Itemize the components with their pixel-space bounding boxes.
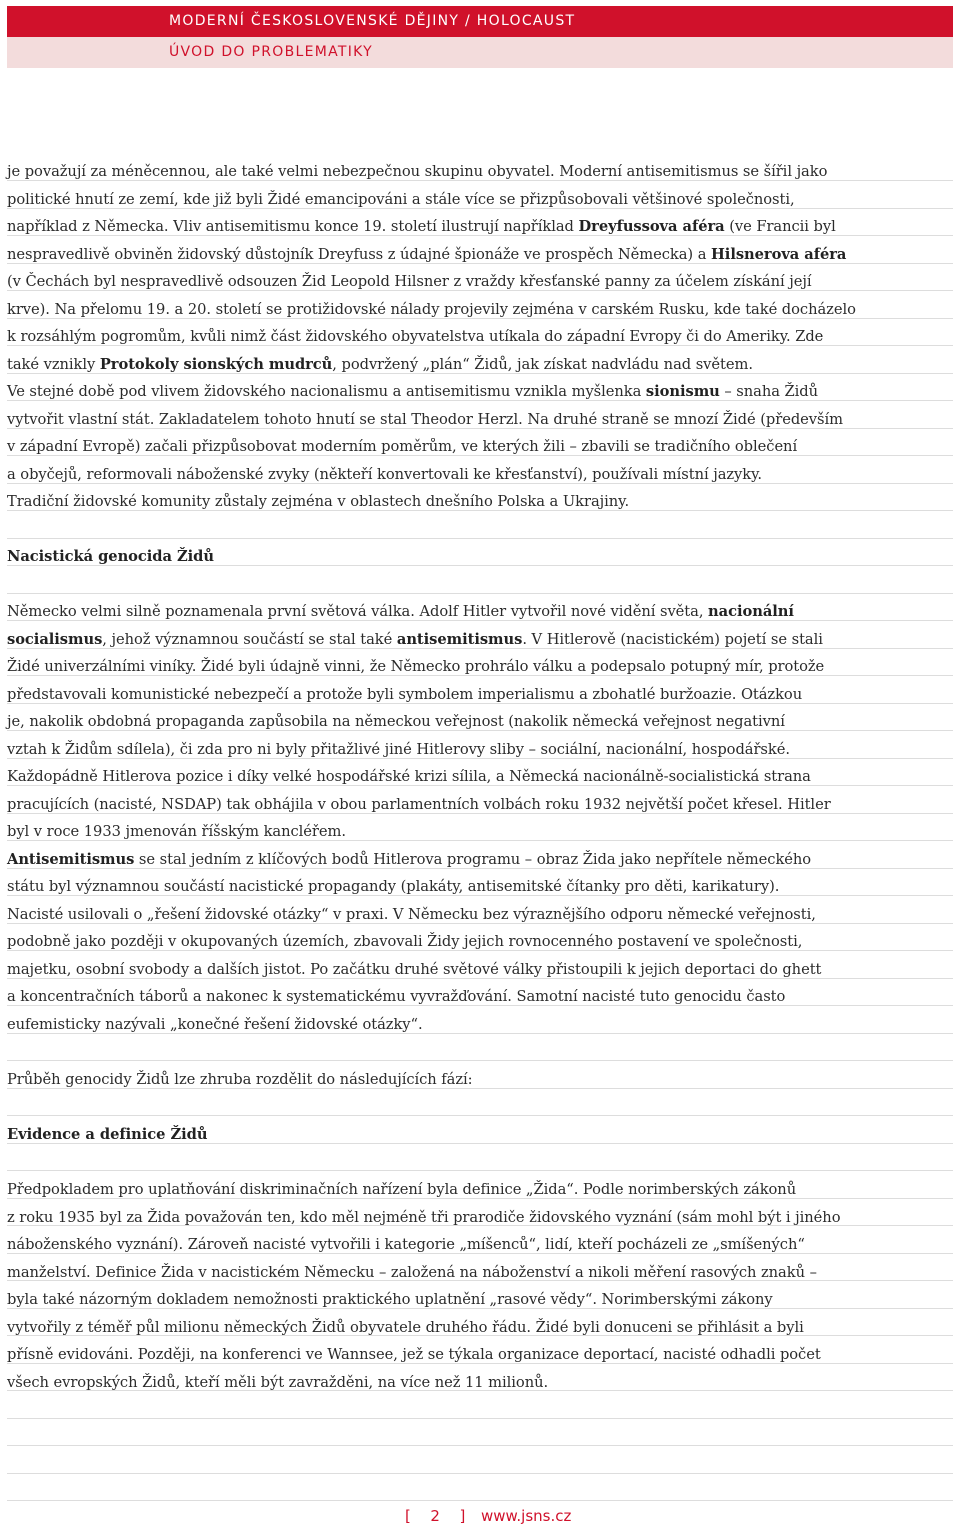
text-line bbox=[7, 598, 951, 625]
text-line bbox=[7, 846, 951, 873]
text-line bbox=[7, 351, 951, 378]
text-line bbox=[7, 763, 951, 790]
ruled-line bbox=[7, 538, 953, 539]
text-run: všech evropských Židů, kteří měli být zavražděni, na více než 11 milionů. bbox=[7, 1374, 549, 1391]
text-run: a koncentračních táborů a nakonec k systematickému vyvražďování. Samotní nacisté tuto genocidu často bbox=[7, 988, 786, 1005]
text-run: náboženského vyznání). Zároveň nacisté vytvořili i kategorie „míšenců“, lidí, kteří pocházeli ze „smíšených“ bbox=[7, 1236, 805, 1253]
text-line bbox=[7, 1341, 951, 1368]
text-line bbox=[7, 791, 951, 818]
text-run: vytvořily z téměř půl milionu německých Židů obyvatele druhého řádu. Židé byli donuceni se přihlásit a byli bbox=[7, 1319, 804, 1336]
ruled-line bbox=[7, 1445, 953, 1446]
text-line bbox=[7, 1369, 951, 1396]
ruled-line bbox=[7, 1418, 953, 1419]
text-run: podobně jako později v okupovaných územích, zbavovali Židy jejich rovnocenného postavení ve společnosti, bbox=[7, 933, 803, 950]
text-run: – snaha Židů bbox=[719, 383, 819, 400]
text-run: z roku 1935 byl za Žida považován ten, kdo měl nejméně tři prarodiče židovského vyznání (sám mohl být i jiného bbox=[7, 1209, 841, 1226]
text-line bbox=[7, 626, 951, 653]
ruled-line bbox=[7, 1473, 953, 1474]
bold-term: Hilsnerova aféra bbox=[711, 246, 847, 263]
text-run: , podvržený „plán“ Židů, jak získat nadvládu nad světem. bbox=[332, 356, 753, 373]
text-run: například z Německa. Vliv antisemitismu konce 19. století ilustrují například bbox=[7, 218, 579, 235]
text-run: státu byl významnou součástí nacistické propagandy (plakáty, antisemitské čítanky pro děti, karikatury). bbox=[7, 878, 780, 895]
text-run: představovali komunistické nebezpečí a protože byli symbolem imperialismu a zbohatlé buržoazie. Otázkou bbox=[7, 686, 803, 703]
text-line bbox=[7, 818, 951, 845]
text-line bbox=[7, 488, 951, 515]
page-header bbox=[7, 6, 953, 68]
ruled-line bbox=[7, 1500, 953, 1501]
text-line bbox=[7, 213, 951, 240]
text-run: byl v roce 1933 jmenován říšským kancléřem. bbox=[7, 823, 346, 840]
text-run: Předpokladem pro uplatňování diskriminačních nařízení byla definice „Žida“. Podle norimberských zákonů bbox=[7, 1181, 797, 1198]
text-run: vztah k Židům sdílela), či zda pro ni byly přitažlivé jiné Hitlerovy sliby – sociální, nacionální, hospodářské. bbox=[7, 741, 790, 758]
text-run: politické hnutí ze zemí, kde již byli Židé emancipováni a stále více se přizpůsobovali většinové společnosti, bbox=[7, 191, 795, 208]
text-run: nespravedlivě obviněn židovský důstojník Dreyfuss z údajné špionáže ve prospěch Německa) a bbox=[7, 246, 712, 263]
text-run: Židé univerzálními viníky. Židé byli údajně vinni, že Německo prohrálo válku a podepsalo potupný mír, protože bbox=[7, 658, 825, 675]
ruled-line bbox=[7, 593, 953, 594]
text-run: byla také názorným dokladem nemožnosti praktického uplatnění „rasové vědy“. Norimberskými zákony bbox=[7, 1291, 773, 1308]
text-run: . V Hitlerově (nacistickém) pojetí se stali bbox=[522, 631, 823, 648]
text-line bbox=[7, 736, 951, 763]
text-line bbox=[7, 708, 951, 735]
text-line bbox=[7, 1121, 951, 1148]
footer-url-link[interactable]: www.jsns.cz bbox=[480, 1507, 572, 1525]
text-line bbox=[7, 956, 951, 983]
text-line bbox=[7, 901, 951, 928]
header-title: MODERNÍ ČESKOSLOVENSKÉ DĚJINY / HOLOCAUST bbox=[7, 6, 953, 37]
text-run: také vznikly bbox=[7, 356, 100, 373]
bold-term: Dreyfussova aféra bbox=[578, 218, 725, 235]
text-run: manželství. Definice Žida v nacistickém Německu – založená na náboženství a nikoli měření rasových znaků – bbox=[7, 1264, 817, 1281]
text-line bbox=[7, 543, 951, 570]
page-footer bbox=[405, 1507, 571, 1525]
header-subtitle: ÚVOD DO PROBLEMATIKY bbox=[7, 37, 953, 68]
text-run: přísně evidováni. Později, na konferenci ve Wannsee, jež se týkala organizace deportací, nacisté odhadli počet bbox=[7, 1346, 821, 1363]
text-run: v západní Evropě) začali přizpůsobovat moderním poměrům, ve kterých žili – zbavili se tradičního oblečení bbox=[7, 438, 798, 455]
text-run: (ve Francii byl bbox=[724, 218, 836, 235]
text-line bbox=[7, 1314, 951, 1341]
text-run: se stal jedním z klíčových bodů Hitlerova programu – obraz Žida jako nepřítele německého bbox=[134, 851, 812, 868]
bold-term: antisemitismus bbox=[396, 631, 523, 648]
text-line bbox=[7, 186, 951, 213]
footer-bracket-open: [ bbox=[405, 1507, 411, 1525]
text-line bbox=[7, 1231, 951, 1258]
page-number: 2 bbox=[430, 1507, 440, 1525]
text-run: Každopádně Hitlerova pozice i díky velké hospodářské krizi sílila, a Německá nacionálně-socialistická strana bbox=[7, 768, 811, 785]
text-run: je považují za méněcennou, ale také velmi nebezpečnou skupinu obyvatel. Moderní antisemitismus se šířil jako bbox=[7, 163, 828, 180]
text-line bbox=[7, 1259, 951, 1286]
ruled-line bbox=[7, 1170, 953, 1171]
text-run: a obyčejů, reformovali náboženské zvyky (někteří konvertovali ke křesťanství), používali místní jazyky. bbox=[7, 466, 763, 483]
text-run: k rozsáhlým pogromům, kvůli nimž část židovského obyvatelstva utíkala do západní Evropy či do Ameriky. Zde bbox=[7, 328, 824, 345]
bold-term: Antisemitismus bbox=[7, 851, 135, 868]
text-line bbox=[7, 928, 951, 955]
text-line bbox=[7, 323, 951, 350]
text-line bbox=[7, 1176, 951, 1203]
text-run: je, nakolik obdobná propaganda zapůsobila na německou veřejnost (nakolik německá veřejnost negativní bbox=[7, 713, 785, 730]
bold-term: socialismus bbox=[7, 631, 103, 648]
text-run: Ve stejné době pod vlivem židovského nacionalismu a antisemitismu vznikla myšlenka bbox=[7, 383, 646, 400]
text-run: Německo velmi silně poznamenala první světová válka. Adolf Hitler vytvořil nové vidění světa, bbox=[7, 603, 709, 620]
ruled-line bbox=[7, 1115, 953, 1116]
text-run: majetku, osobní svobody a dalších jistot. Po začátku druhé světové války přistoupili k jejich deportaci do ghett bbox=[7, 961, 822, 978]
bold-term: Protokoly sionských mudrců bbox=[99, 356, 333, 373]
text-line bbox=[7, 433, 951, 460]
text-run: Průběh genocidy Židů lze zhruba rozdělit do následujících fází: bbox=[7, 1071, 473, 1088]
text-line bbox=[7, 268, 951, 295]
text-run: , jehož významnou součástí se stal také bbox=[102, 631, 397, 648]
text-run: Tradiční židovské komunity zůstaly zejména v oblastech dnešního Polska a Ukrajiny. bbox=[7, 493, 630, 510]
footer-bracket-close: ] bbox=[459, 1507, 466, 1525]
text-line bbox=[7, 1066, 951, 1093]
text-line bbox=[7, 653, 951, 680]
bold-term: nacionální bbox=[708, 603, 794, 620]
text-line bbox=[7, 1204, 951, 1231]
text-run: vytvořit vlastní stát. Zakladatelem tohoto hnutí se stal Theodor Herzl. Na druhé straně se mnozí Židé (především bbox=[7, 411, 843, 428]
text-run: Nacisté usilovali o „řešení židovské otázky“ v praxi. V Německu bez výraznějšího odporu německé veřejnosti, bbox=[7, 906, 816, 923]
text-line bbox=[7, 406, 951, 433]
bold-term: Evidence a definice Židů bbox=[7, 1126, 208, 1143]
bold-term: Nacistická genocida Židů bbox=[7, 548, 214, 565]
text-run: (v Čechách byl nespravedlivě odsouzen Žid Leopold Hilsner z vraždy křesťanské panny za účelem získání její bbox=[7, 273, 812, 290]
ruled-line bbox=[7, 1060, 953, 1061]
text-run: pracujících (nacisté, NSDAP) tak obhájila v obou parlamentních volbách roku 1932 největší počet křesel. Hitler bbox=[7, 796, 831, 813]
text-run: krve). Na přelomu 19. a 20. století se protižidovské nálady projevily zejména v carském Rusku, kde také docházelo bbox=[7, 301, 856, 318]
text-line bbox=[7, 378, 951, 405]
text-line bbox=[7, 241, 951, 268]
text-line bbox=[7, 873, 951, 900]
text-line bbox=[7, 983, 951, 1010]
text-line bbox=[7, 1011, 951, 1038]
text-line bbox=[7, 1286, 951, 1313]
text-run: eufemisticky nazývali „konečné řešení židovské otázky“. bbox=[7, 1016, 423, 1033]
text-line bbox=[7, 681, 951, 708]
bold-term: sionismu bbox=[645, 383, 720, 400]
text-line bbox=[7, 158, 951, 185]
text-line bbox=[7, 461, 951, 488]
text-line bbox=[7, 296, 951, 323]
